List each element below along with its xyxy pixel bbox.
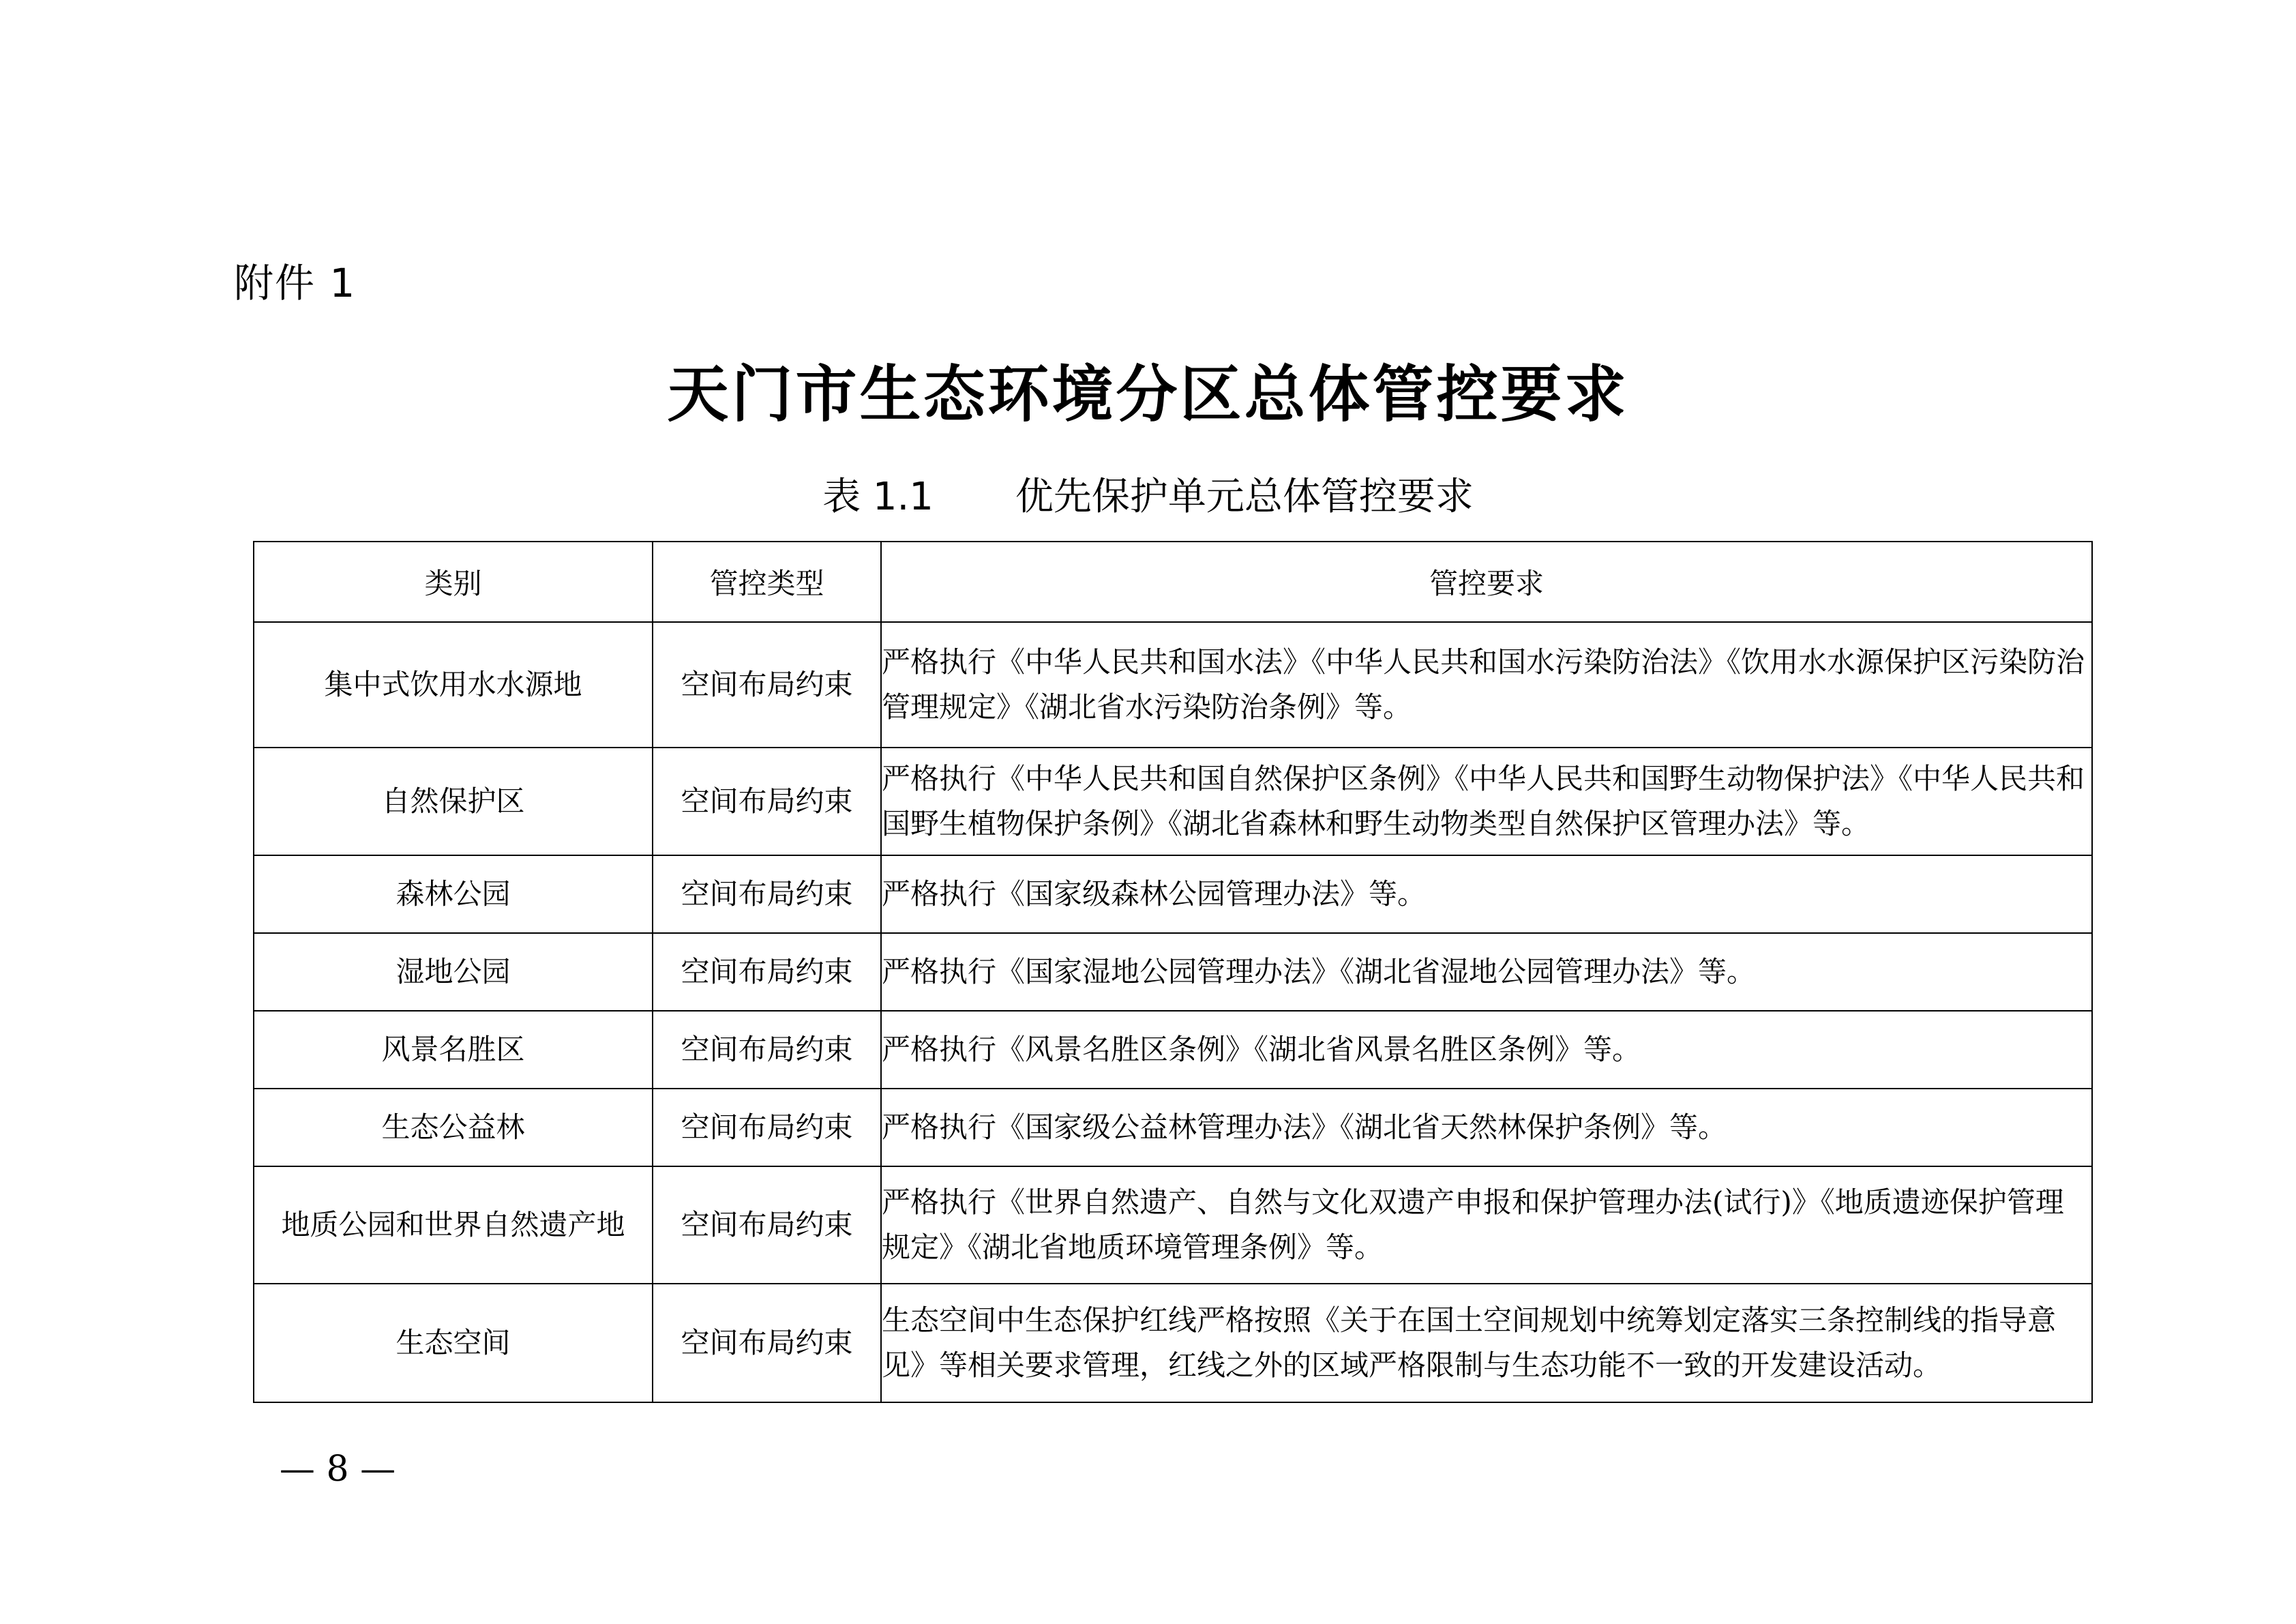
table-row [254,1284,2092,1402]
row-control-type: 空间布局约束 [653,748,881,855]
page-number: — 8 — [279,1449,396,1490]
row-requirement: 严格执行《国家湿地公园管理办法》《湖北省湿地公园管理办法》等。 [881,933,2092,1011]
row-control-type: 空间布局约束 [653,622,881,748]
row-requirement: 严格执行《世界自然遗产、自然与文化双遗产申报和保护管理办法(试行)》《地质遗迹保护管理规定》《湖北省地质环境管理条例》等。 [881,1166,2092,1284]
row-requirement: 严格执行《风景名胜区条例》《湖北省风景名胜区条例》等。 [881,1011,2092,1089]
header-category: 类别 [254,542,653,622]
attachment-label: 附件 1 [234,260,357,306]
table-row [254,1089,2092,1166]
row-requirement: 严格执行《中华人民共和国水法》《中华人民共和国水污染防治法》《饮用水水源保护区污染防治管理规定》《湖北省水污染防治条例》等。 [881,622,2092,748]
row-requirement: 严格执行《中华人民共和国自然保护区条例》《中华人民共和国野生动物保护法》《中华人民共和国野生植物保护条例》《湖北省森林和野生动物类型自然保护区管理办法》等。 [881,748,2092,855]
row-control-type: 空间布局约束 [653,1089,881,1166]
table-header-row [254,542,2092,622]
row-category: 自然保护区 [254,748,653,855]
control-requirements-table [253,541,2093,1403]
row-control-type: 空间布局约束 [653,1011,881,1089]
row-category: 风景名胜区 [254,1011,653,1089]
table-row [254,748,2092,855]
row-requirement: 生态空间中生态保护红线严格按照《关于在国土空间规划中统筹划定落实三条控制线的指导意见》等相关要求管理，红线之外的区域严格限制与生态功能不一致的开发建设活动。 [881,1284,2092,1402]
table-row [254,933,2092,1011]
table-row [254,855,2092,933]
table-number: 表 1.1 [822,475,934,519]
row-category: 集中式饮用水水源地 [254,622,653,748]
header-control-type: 管控类型 [653,542,881,622]
table-row [254,1166,2092,1284]
row-control-type: 空间布局约束 [653,1284,881,1402]
row-control-type: 空间布局约束 [653,1166,881,1284]
header-control-requirement: 管控要求 [881,542,2092,622]
row-category: 生态公益林 [254,1089,653,1166]
table-caption [0,467,2296,521]
table-caption-text: 优先保护单元总体管控要求 [1015,475,1474,519]
page-title: 天门市生态环境分区总体管控要求 [667,358,1629,430]
row-category: 森林公园 [254,855,653,933]
row-control-type: 空间布局约束 [653,933,881,1011]
row-requirement: 严格执行《国家级森林公园管理办法》等。 [881,855,2092,933]
row-requirement: 严格执行《国家级公益林管理办法》《湖北省天然林保护条例》等。 [881,1089,2092,1166]
row-category: 地质公园和世界自然遗产地 [254,1166,653,1284]
table-row [254,622,2092,748]
row-category: 生态空间 [254,1284,653,1402]
row-control-type: 空间布局约束 [653,855,881,933]
row-category: 湿地公园 [254,933,653,1011]
table-row [254,1011,2092,1089]
